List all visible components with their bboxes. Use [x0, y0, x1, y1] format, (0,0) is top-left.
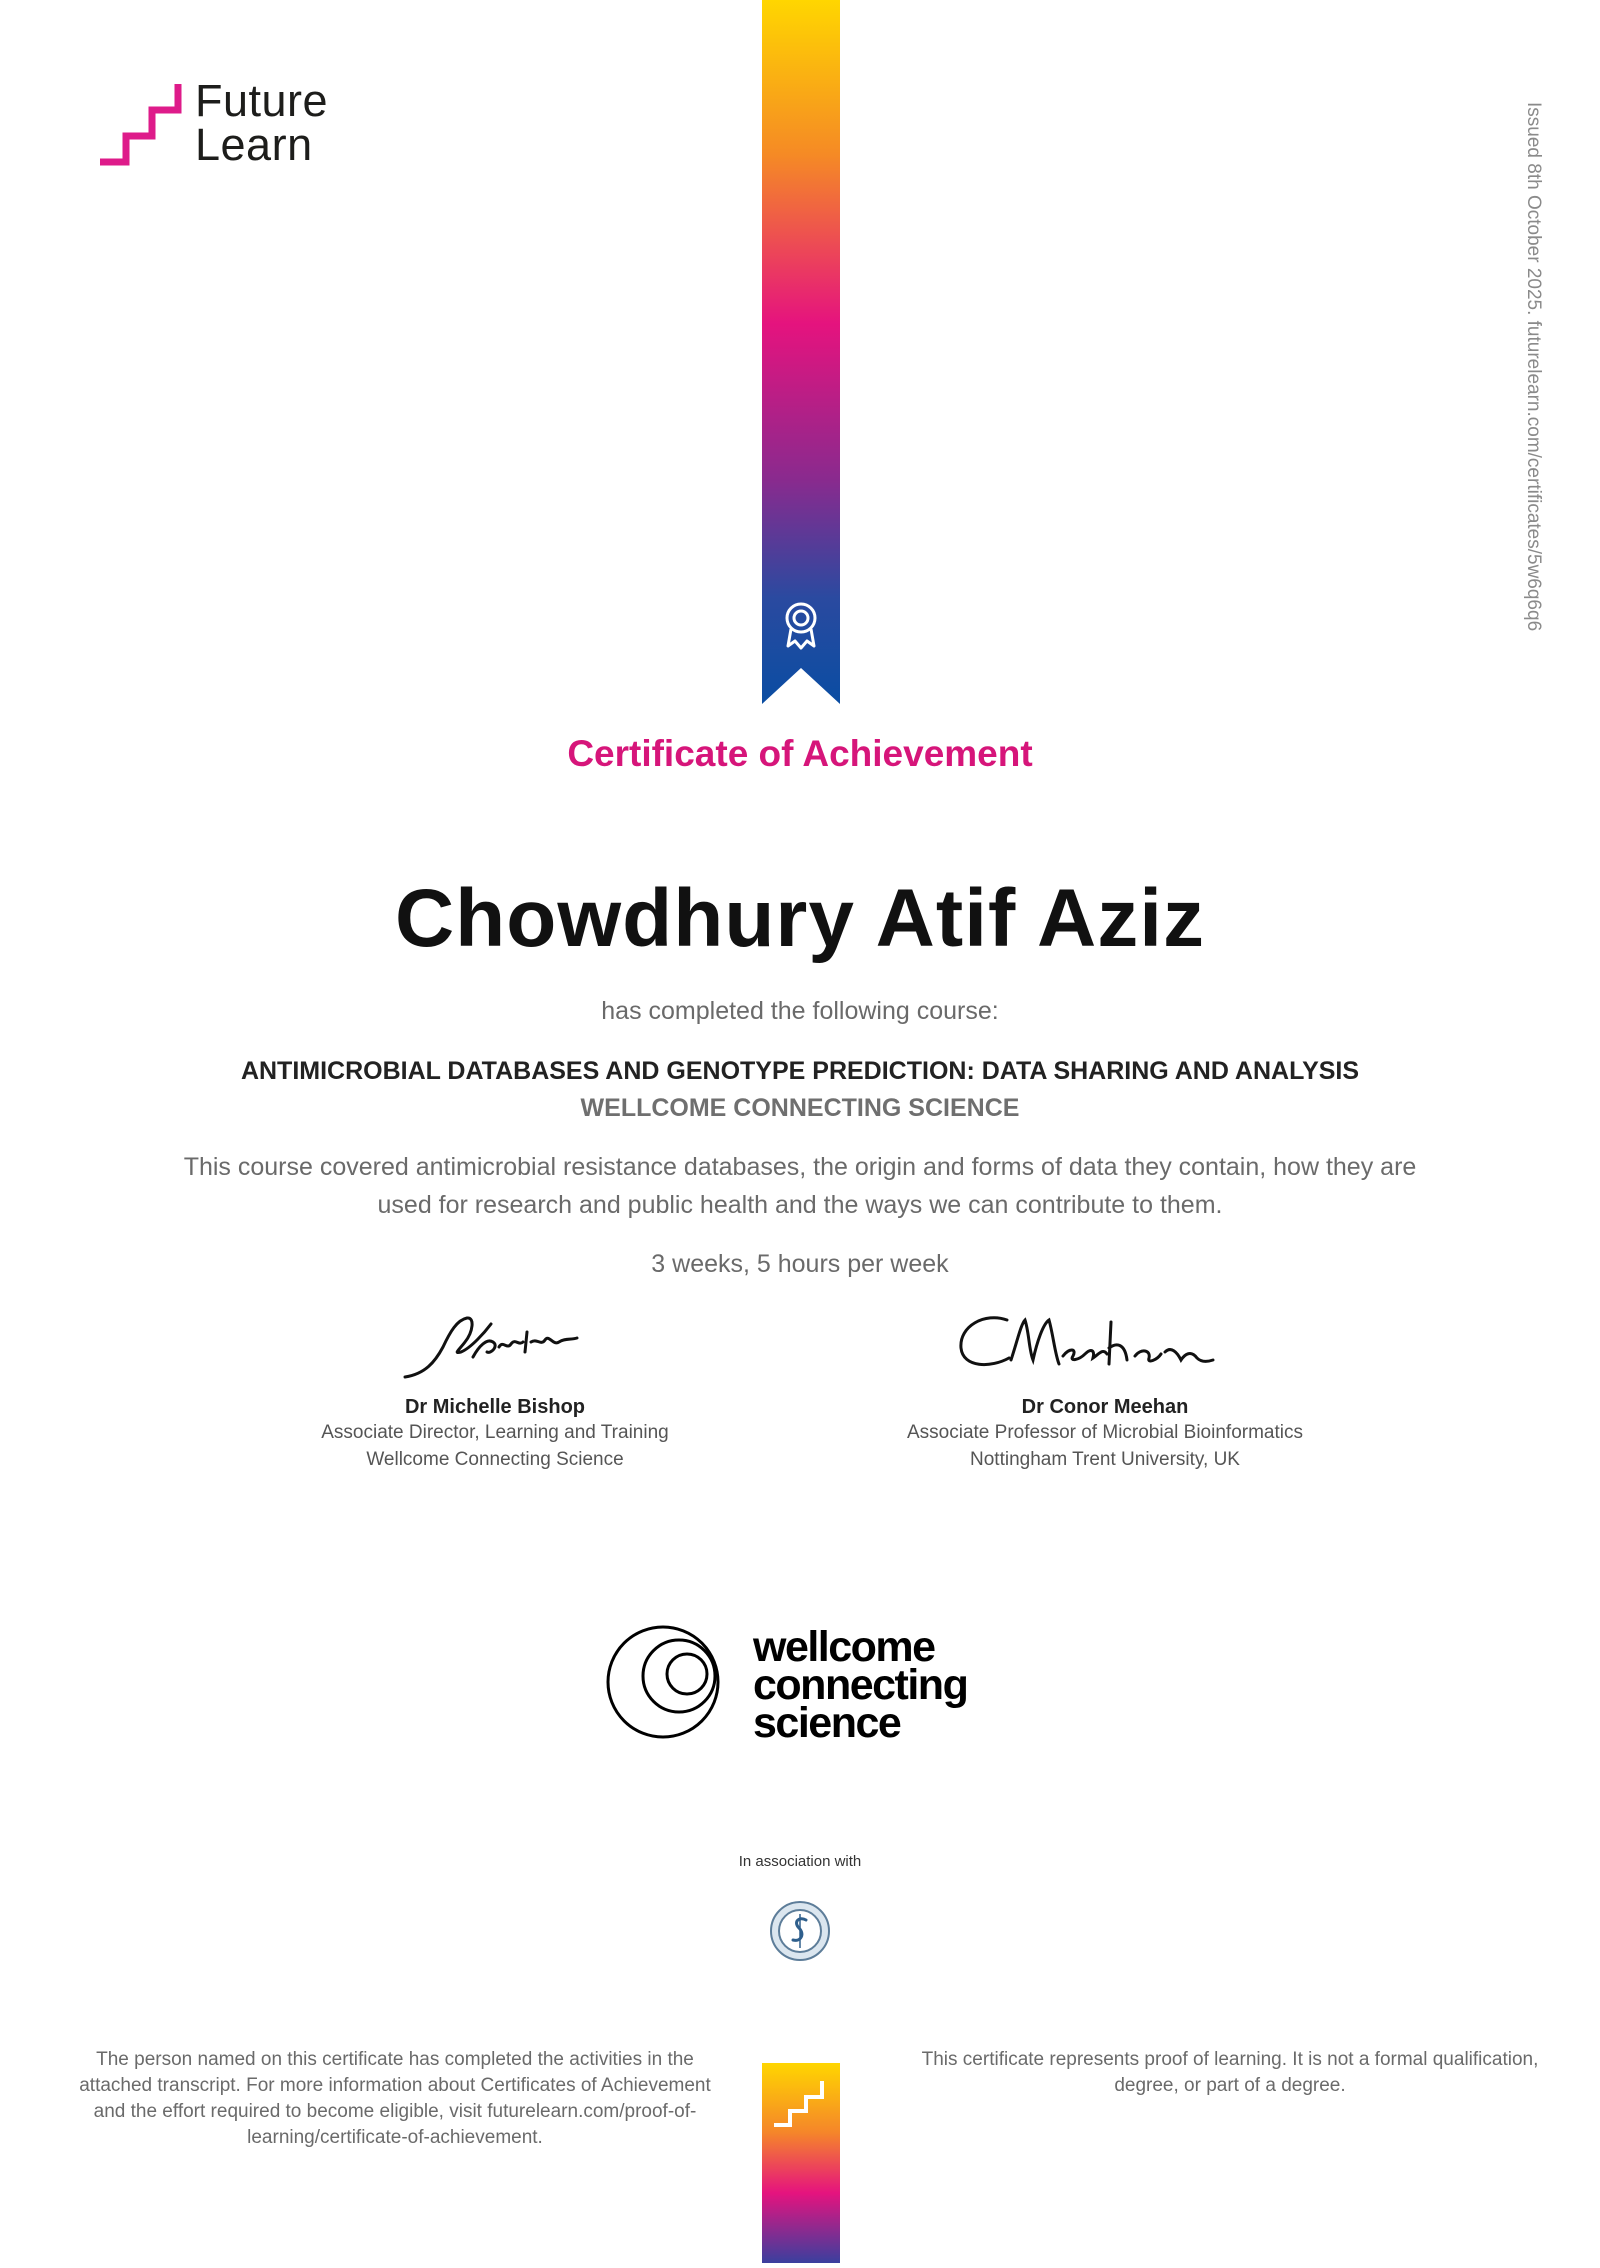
- certificate-title: Certificate of Achievement: [567, 733, 1033, 774]
- wellcome-connecting-science-logo: [605, 1620, 1005, 1750]
- signatory-role: Associate Director, Learning and Training: [321, 1422, 669, 1443]
- award-rosette-icon: [782, 600, 820, 652]
- staircase-icon: [98, 82, 182, 168]
- course-description: This course covered antimicrobial resistance databases, the origin and forms of data they contain, how they are used for research and public health and the ways we can contribute to them.: [183, 1153, 1417, 1219]
- learner-name: Chowdhury Atif Aziz: [394, 873, 1206, 964]
- wcs-word-connecting: connecting: [753, 1661, 968, 1709]
- signatory-bishop: [245, 1302, 745, 1473]
- signatory-role: Associate Professor of Microbial Bioinformatics: [907, 1422, 1303, 1443]
- signatory-meehan: [855, 1302, 1355, 1473]
- signatory-name: Dr Michelle Bishop: [404, 1396, 586, 1418]
- signatory-organisation: Wellcome Connecting Science: [366, 1449, 624, 1470]
- wcs-word-science: science: [753, 1699, 901, 1747]
- course-title: ANTIMICROBIAL DATABASES AND GENOTYPE PREDICTION: DATA SHARING AND ANALYSIS: [240, 1057, 1360, 1085]
- completed-statement: has completed the following course:: [601, 997, 999, 1025]
- signature-bishop: [395, 1302, 595, 1388]
- signatory-organisation: Nottingham Trent University, UK: [970, 1449, 1240, 1470]
- association-label: In association with: [738, 1853, 862, 1870]
- footer-ribbon: [762, 2063, 840, 2263]
- footer-proof-note: This certificate represents proof of learning. It is not a formal qualification, degree, or part of a degree.: [921, 2049, 1539, 2096]
- concentric-circles-icon: [605, 1620, 729, 1744]
- society-seal-icon: [769, 1900, 831, 1962]
- wcs-word-wellcome: wellcome: [753, 1623, 935, 1671]
- logo-text-future: Future: [195, 75, 329, 126]
- ribbon: [762, 0, 840, 704]
- course-length: 3 weeks, 5 hours per week: [651, 1250, 949, 1278]
- signature-meehan: [945, 1302, 1265, 1388]
- issued-info: [1522, 100, 1550, 720]
- course-organisation: WELLCOME CONNECTING SCIENCE: [580, 1094, 1020, 1122]
- logo-text-learn: Learn: [195, 119, 313, 170]
- issued-text: Issued 8th October 2025. futurelearn.com/certificates/5w6q6q6: [1523, 102, 1544, 632]
- footer-eligibility-note: The person named on this certificate has completed the activities in the attached transcript. For more information about Certificates of Achievement and the effort required to become eligible, visit futurelearn.com/proof-of-learning/certificate-of-achievement.: [79, 2049, 711, 2148]
- futurelearn-logo: [98, 75, 338, 170]
- signatory-name: Dr Conor Meehan: [1021, 1396, 1189, 1418]
